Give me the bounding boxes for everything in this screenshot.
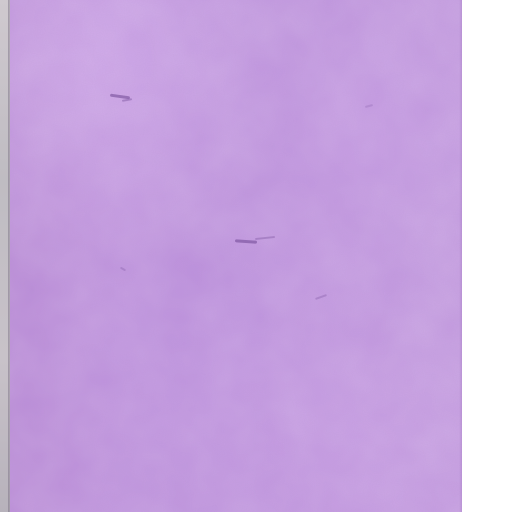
paper-grain bbox=[10, 0, 462, 512]
purple-felt-paper bbox=[10, 0, 462, 512]
paper-right-edge bbox=[459, 0, 462, 512]
paper-texture-svg bbox=[10, 0, 462, 512]
